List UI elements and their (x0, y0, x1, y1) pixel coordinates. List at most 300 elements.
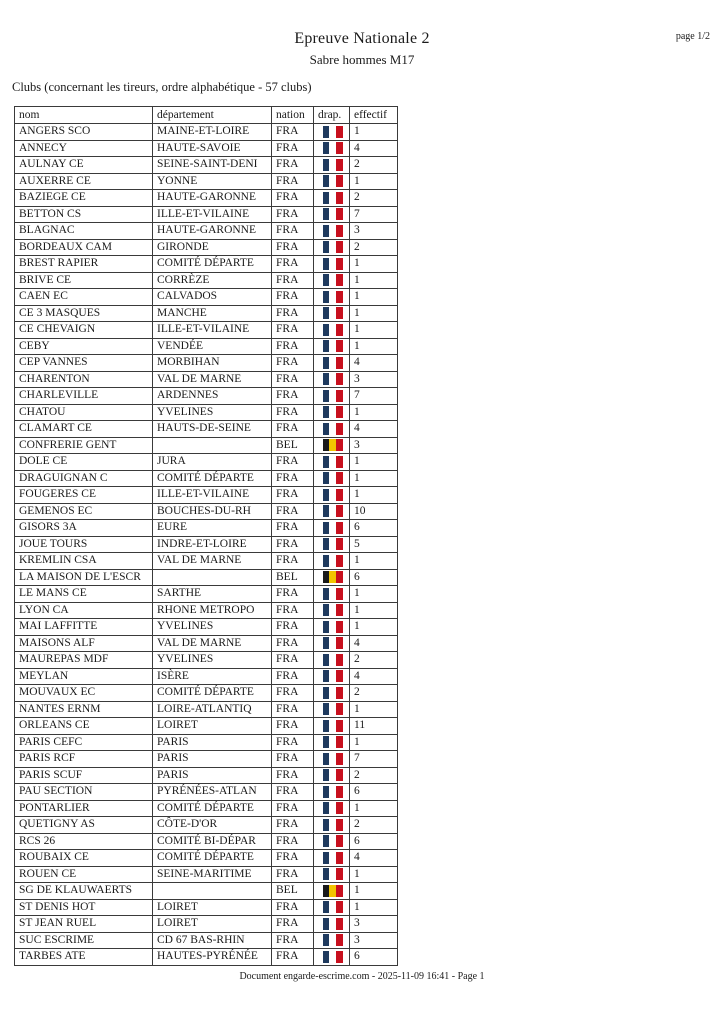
table-row (15, 437, 398, 454)
table-row (15, 371, 398, 388)
clubs-table (14, 106, 398, 966)
table-row (15, 619, 398, 636)
nation-cell: FRA (272, 487, 314, 504)
club-name-cell: CEP VANNES (15, 355, 153, 372)
club-name-cell: PARIS SCUF (15, 767, 153, 784)
table-row (15, 850, 398, 867)
club-name-cell: MAISONS ALF (15, 635, 153, 652)
table-row (15, 899, 398, 916)
flag-cell (314, 503, 350, 520)
effectif-cell: 1 (350, 899, 398, 916)
flag-cell (314, 190, 350, 207)
department-cell: COMITÉ DÉPARTE (153, 850, 272, 867)
club-name-cell: KREMLIN CSA (15, 553, 153, 570)
table-row (15, 124, 398, 141)
club-name-cell: MAI LAFFITTE (15, 619, 153, 636)
department-cell: VAL DE MARNE (153, 635, 272, 652)
nation-cell: FRA (272, 734, 314, 751)
effectif-cell: 1 (350, 454, 398, 471)
nation-cell: FRA (272, 685, 314, 702)
fra-flag-icon (323, 258, 343, 270)
department-cell (153, 437, 272, 454)
flag-cell (314, 784, 350, 801)
fra-flag-icon (323, 373, 343, 385)
flag-cell (314, 305, 350, 322)
effectif-cell: 2 (350, 685, 398, 702)
table-row (15, 289, 398, 306)
effectif-cell: 1 (350, 338, 398, 355)
club-name-cell: CAEN EC (15, 289, 153, 306)
club-name-cell: AUXERRE CE (15, 173, 153, 190)
flag-cell (314, 256, 350, 273)
nation-cell: FRA (272, 833, 314, 850)
department-cell: HAUTE-GARONNE (153, 223, 272, 240)
bel-flag-icon (323, 439, 343, 451)
nation-cell: FRA (272, 866, 314, 883)
nation-cell: FRA (272, 751, 314, 768)
effectif-cell: 1 (350, 553, 398, 570)
department-cell: BOUCHES-DU-RH (153, 503, 272, 520)
department-cell: VENDÉE (153, 338, 272, 355)
table-row (15, 569, 398, 586)
club-name-cell: AULNAY CE (15, 157, 153, 174)
effectif-cell: 4 (350, 668, 398, 685)
nation-cell: FRA (272, 899, 314, 916)
nation-cell: FRA (272, 553, 314, 570)
club-name-cell: PARIS RCF (15, 751, 153, 768)
department-cell: YONNE (153, 173, 272, 190)
nation-cell: FRA (272, 124, 314, 141)
table-row (15, 239, 398, 256)
flag-cell (314, 652, 350, 669)
fra-flag-icon (323, 291, 343, 303)
table-row (15, 866, 398, 883)
effectif-cell: 5 (350, 536, 398, 553)
flag-cell (314, 833, 350, 850)
club-name-cell: TARBES ATE (15, 949, 153, 966)
effectif-cell: 1 (350, 883, 398, 900)
department-cell (153, 569, 272, 586)
nation-cell: BEL (272, 569, 314, 586)
department-cell: PYRÉNÉES-ATLAN (153, 784, 272, 801)
table-row (15, 272, 398, 289)
club-name-cell: BLAGNAC (15, 223, 153, 240)
department-cell: MANCHE (153, 305, 272, 322)
department-cell: ILLE-ET-VILAINE (153, 322, 272, 339)
fra-flag-icon (323, 357, 343, 369)
club-name-cell: FOUGERES CE (15, 487, 153, 504)
fra-flag-icon (323, 769, 343, 781)
nation-cell: FRA (272, 586, 314, 603)
nation-cell: FRA (272, 157, 314, 174)
club-name-cell: BORDEAUX CAM (15, 239, 153, 256)
nation-cell: FRA (272, 256, 314, 273)
effectif-cell: 3 (350, 223, 398, 240)
effectif-cell: 6 (350, 949, 398, 966)
nation-cell: FRA (272, 718, 314, 735)
flag-cell (314, 635, 350, 652)
nation-cell: FRA (272, 784, 314, 801)
document-footer: Document engarde-escrime.com - 2025-11-09 16:41 - Page 1 (239, 971, 485, 982)
department-cell: SARTHE (153, 586, 272, 603)
effectif-cell: 1 (350, 256, 398, 273)
fra-flag-icon (323, 555, 343, 567)
nation-cell: FRA (272, 322, 314, 339)
department-cell: CÔTE-D'OR (153, 817, 272, 834)
nation-cell: FRA (272, 338, 314, 355)
table-row (15, 355, 398, 372)
flag-cell (314, 932, 350, 949)
effectif-cell: 1 (350, 487, 398, 504)
effectif-cell: 1 (350, 701, 398, 718)
department-cell: YVELINES (153, 619, 272, 636)
table-row (15, 800, 398, 817)
header-departement: département (153, 107, 272, 124)
table-row (15, 256, 398, 273)
effectif-cell: 1 (350, 404, 398, 421)
table-row (15, 701, 398, 718)
nation-cell: FRA (272, 932, 314, 949)
fra-flag-icon (323, 175, 343, 187)
flag-cell (314, 850, 350, 867)
effectif-cell: 3 (350, 916, 398, 933)
club-name-cell: CEBY (15, 338, 153, 355)
club-name-cell: MEYLAN (15, 668, 153, 685)
effectif-cell: 4 (350, 140, 398, 157)
table-row (15, 668, 398, 685)
table-row (15, 536, 398, 553)
fra-flag-icon (323, 654, 343, 666)
nation-cell: FRA (272, 421, 314, 438)
nation-cell: FRA (272, 520, 314, 537)
nation-cell: FRA (272, 305, 314, 322)
nation-cell: FRA (272, 140, 314, 157)
table-row (15, 503, 398, 520)
club-name-cell: ST DENIS HOT (15, 899, 153, 916)
club-name-cell: SUC ESCRIME (15, 932, 153, 949)
table-row (15, 553, 398, 570)
table-row (15, 833, 398, 850)
fra-flag-icon (323, 753, 343, 765)
effectif-cell: 4 (350, 850, 398, 867)
table-row (15, 140, 398, 157)
department-cell: VAL DE MARNE (153, 371, 272, 388)
nation-cell: FRA (272, 371, 314, 388)
table-row (15, 470, 398, 487)
club-name-cell: CONFRERIE GENT (15, 437, 153, 454)
club-name-cell: LE MANS CE (15, 586, 153, 603)
nation-cell: FRA (272, 272, 314, 289)
flag-cell (314, 569, 350, 586)
club-name-cell: RCS 26 (15, 833, 153, 850)
fra-flag-icon (323, 390, 343, 402)
flag-cell (314, 124, 350, 141)
effectif-cell: 1 (350, 305, 398, 322)
fra-flag-icon (323, 588, 343, 600)
department-cell: COMITÉ DÉPARTE (153, 800, 272, 817)
flag-cell (314, 866, 350, 883)
effectif-cell: 1 (350, 800, 398, 817)
flag-cell (314, 767, 350, 784)
flag-cell (314, 173, 350, 190)
fra-flag-icon (323, 918, 343, 930)
fra-flag-icon (323, 505, 343, 517)
fra-flag-icon (323, 324, 343, 336)
nation-cell: FRA (272, 536, 314, 553)
department-cell: CORRÈZE (153, 272, 272, 289)
table-row (15, 602, 398, 619)
fra-flag-icon (323, 703, 343, 715)
flag-cell (314, 899, 350, 916)
effectif-cell: 2 (350, 652, 398, 669)
flag-cell (314, 718, 350, 735)
department-cell: PARIS (153, 751, 272, 768)
table-row (15, 784, 398, 801)
bel-flag-icon (323, 571, 343, 583)
nation-cell: FRA (272, 470, 314, 487)
flag-cell (314, 553, 350, 570)
club-name-cell: DRAGUIGNAN C (15, 470, 153, 487)
effectif-cell: 2 (350, 767, 398, 784)
flag-cell (314, 437, 350, 454)
fra-flag-icon (323, 456, 343, 468)
department-cell: EURE (153, 520, 272, 537)
fra-flag-icon (323, 621, 343, 633)
department-cell: LOIRET (153, 718, 272, 735)
fra-flag-icon (323, 835, 343, 847)
department-cell: COMITÉ BI-DÉPAR (153, 833, 272, 850)
club-name-cell: PONTARLIER (15, 800, 153, 817)
fra-flag-icon (323, 225, 343, 237)
flag-cell (314, 157, 350, 174)
club-name-cell: BRIVE CE (15, 272, 153, 289)
club-name-cell: JOUE TOURS (15, 536, 153, 553)
effectif-cell: 7 (350, 751, 398, 768)
effectif-cell: 1 (350, 619, 398, 636)
table-row (15, 932, 398, 949)
fra-flag-icon (323, 802, 343, 814)
table-row (15, 586, 398, 603)
department-cell: ILLE-ET-VILAINE (153, 487, 272, 504)
fra-flag-icon (323, 687, 343, 699)
club-name-cell: BREST RAPIER (15, 256, 153, 273)
nation-cell: FRA (272, 503, 314, 520)
fra-flag-icon (323, 241, 343, 253)
nation-cell: FRA (272, 289, 314, 306)
nation-cell: BEL (272, 437, 314, 454)
effectif-cell: 1 (350, 173, 398, 190)
flag-cell (314, 536, 350, 553)
table-row (15, 190, 398, 207)
department-cell: CALVADOS (153, 289, 272, 306)
flag-cell (314, 602, 350, 619)
effectif-cell: 2 (350, 817, 398, 834)
department-cell: PARIS (153, 734, 272, 751)
fra-flag-icon (323, 819, 343, 831)
fra-flag-icon (323, 307, 343, 319)
club-name-cell: CLAMART CE (15, 421, 153, 438)
fra-flag-icon (323, 670, 343, 682)
department-cell: YVELINES (153, 652, 272, 669)
department-cell: LOIRET (153, 916, 272, 933)
table-row (15, 404, 398, 421)
flag-cell (314, 685, 350, 702)
club-name-cell: CHARLEVILLE (15, 388, 153, 405)
header-effectif: effectif (350, 107, 398, 124)
table-row (15, 173, 398, 190)
flag-cell (314, 916, 350, 933)
fra-flag-icon (323, 489, 343, 501)
fra-flag-icon (323, 406, 343, 418)
department-cell: MORBIHAN (153, 355, 272, 372)
department-cell: HAUTE-SAVOIE (153, 140, 272, 157)
table-row (15, 454, 398, 471)
effectif-cell: 1 (350, 124, 398, 141)
flag-cell (314, 388, 350, 405)
nation-cell: FRA (272, 388, 314, 405)
club-name-cell: ANNECY (15, 140, 153, 157)
table-row (15, 635, 398, 652)
department-cell: GIRONDE (153, 239, 272, 256)
flag-cell (314, 586, 350, 603)
club-name-cell: NANTES ERNM (15, 701, 153, 718)
department-cell: LOIRET (153, 899, 272, 916)
table-row (15, 223, 398, 240)
flag-cell (314, 734, 350, 751)
table-row (15, 685, 398, 702)
table-row (15, 916, 398, 933)
effectif-cell: 11 (350, 718, 398, 735)
flag-cell (314, 619, 350, 636)
header-nom: nom (15, 107, 153, 124)
table-row (15, 718, 398, 735)
effectif-cell: 6 (350, 784, 398, 801)
fra-flag-icon (323, 901, 343, 913)
effectif-cell: 1 (350, 866, 398, 883)
flag-cell (314, 355, 350, 372)
nation-cell: BEL (272, 883, 314, 900)
fra-flag-icon (323, 720, 343, 732)
effectif-cell: 3 (350, 932, 398, 949)
club-name-cell: BAZIEGE CE (15, 190, 153, 207)
page-indicator: page 1/2 (675, 31, 710, 42)
club-name-cell: QUETIGNY AS (15, 817, 153, 834)
flag-cell (314, 371, 350, 388)
flag-cell (314, 668, 350, 685)
department-cell: COMITÉ DÉPARTE (153, 256, 272, 273)
effectif-cell: 6 (350, 833, 398, 850)
effectif-cell: 1 (350, 586, 398, 603)
department-cell: INDRE-ET-LOIRE (153, 536, 272, 553)
table-row (15, 206, 398, 223)
nation-cell: FRA (272, 173, 314, 190)
department-cell: HAUTS-DE-SEINE (153, 421, 272, 438)
page-subtitle: Sabre hommes M17 (309, 52, 415, 67)
club-name-cell: ST JEAN RUEL (15, 916, 153, 933)
club-name-cell: BETTON CS (15, 206, 153, 223)
effectif-cell: 3 (350, 371, 398, 388)
flag-cell (314, 751, 350, 768)
flag-cell (314, 800, 350, 817)
flag-cell (314, 817, 350, 834)
club-name-cell: LA MAISON DE L'ESCR (15, 569, 153, 586)
department-cell (153, 883, 272, 900)
department-cell: MAINE-ET-LOIRE (153, 124, 272, 141)
nation-cell: FRA (272, 949, 314, 966)
flag-cell (314, 289, 350, 306)
page-title: Epreuve Nationale 2 (294, 30, 430, 47)
effectif-cell: 7 (350, 388, 398, 405)
department-cell: HAUTE-GARONNE (153, 190, 272, 207)
fra-flag-icon (323, 340, 343, 352)
flag-cell (314, 272, 350, 289)
table-row (15, 157, 398, 174)
effectif-cell: 4 (350, 635, 398, 652)
effectif-cell: 1 (350, 272, 398, 289)
department-cell: LOIRE-ATLANTIQ (153, 701, 272, 718)
table-row (15, 388, 398, 405)
effectif-cell: 3 (350, 437, 398, 454)
fra-flag-icon (323, 159, 343, 171)
effectif-cell: 10 (350, 503, 398, 520)
club-name-cell: PARIS CEFC (15, 734, 153, 751)
effectif-cell: 4 (350, 355, 398, 372)
department-cell: PARIS (153, 767, 272, 784)
fra-flag-icon (323, 934, 343, 946)
club-name-cell: MAUREPAS MDF (15, 652, 153, 669)
fra-flag-icon (323, 126, 343, 138)
nation-cell: FRA (272, 850, 314, 867)
header-nation: nation (272, 107, 314, 124)
fra-flag-icon (323, 951, 343, 963)
fra-flag-icon (323, 852, 343, 864)
department-cell: COMITÉ DÉPARTE (153, 470, 272, 487)
effectif-cell: 2 (350, 239, 398, 256)
flag-cell (314, 338, 350, 355)
effectif-cell: 1 (350, 602, 398, 619)
department-cell: ILLE-ET-VILAINE (153, 206, 272, 223)
flag-cell (314, 239, 350, 256)
effectif-cell: 1 (350, 470, 398, 487)
effectif-cell: 6 (350, 569, 398, 586)
table-header-row (15, 107, 398, 124)
flag-cell (314, 206, 350, 223)
flag-cell (314, 883, 350, 900)
nation-cell: FRA (272, 206, 314, 223)
effectif-cell: 1 (350, 289, 398, 306)
department-cell: CD 67 BAS-RHIN (153, 932, 272, 949)
nation-cell: FRA (272, 817, 314, 834)
table-row (15, 767, 398, 784)
table-row (15, 487, 398, 504)
table-row (15, 305, 398, 322)
table-row (15, 949, 398, 966)
fra-flag-icon (323, 522, 343, 534)
effectif-cell: 2 (350, 190, 398, 207)
table-row (15, 751, 398, 768)
flag-cell (314, 421, 350, 438)
nation-cell: FRA (272, 767, 314, 784)
nation-cell: FRA (272, 800, 314, 817)
flag-cell (314, 949, 350, 966)
flag-cell (314, 140, 350, 157)
flag-cell (314, 454, 350, 471)
nation-cell: FRA (272, 602, 314, 619)
fra-flag-icon (323, 142, 343, 154)
effectif-cell: 4 (350, 421, 398, 438)
nation-cell: FRA (272, 668, 314, 685)
effectif-cell: 1 (350, 322, 398, 339)
